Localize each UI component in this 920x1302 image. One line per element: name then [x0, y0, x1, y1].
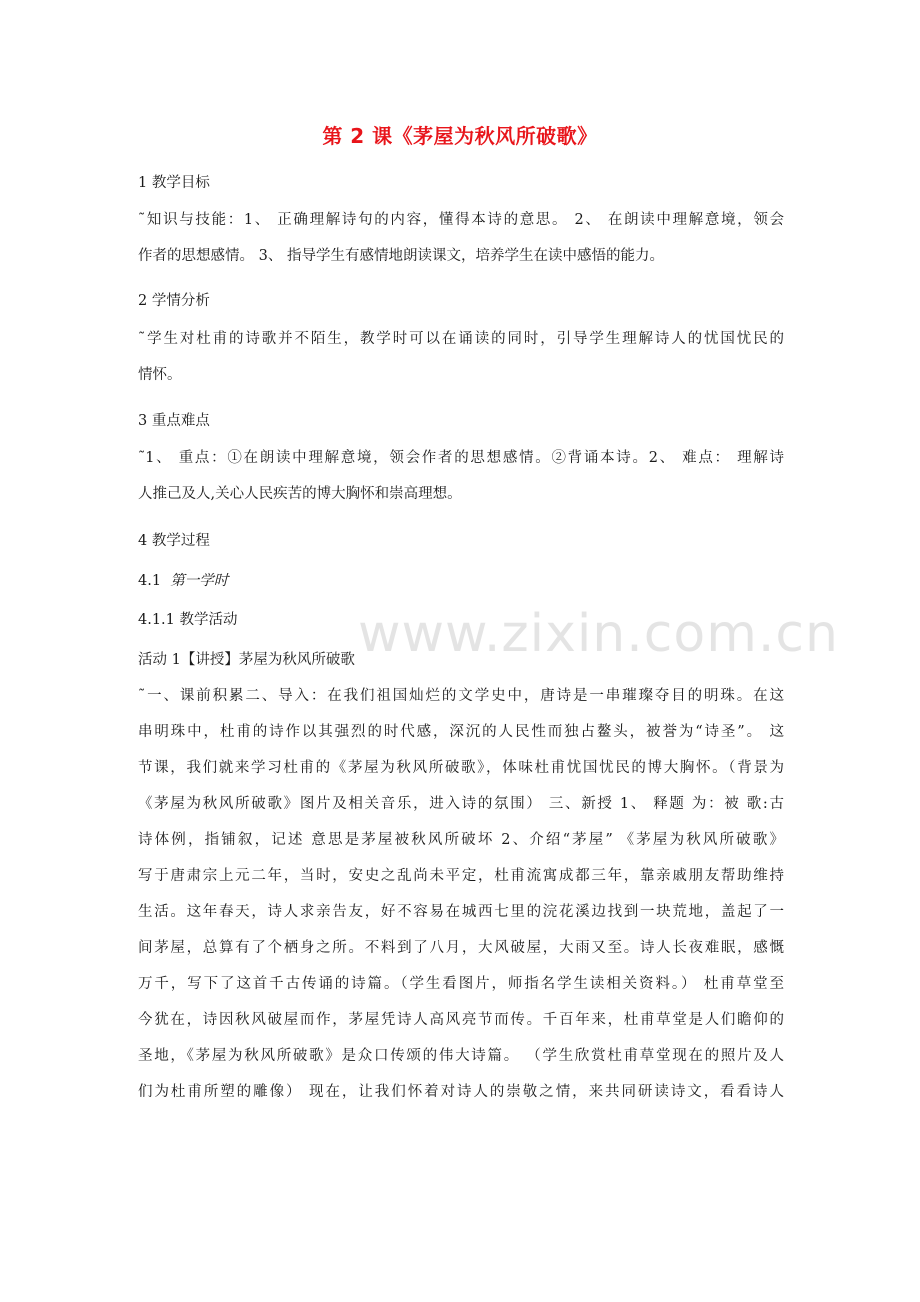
section-body-key-points [138, 440, 784, 512]
text-line: ˜1、 重点：①在朗读中理解意境，领会作者的思想感情。②背诵本诗。2、 难点： 理解诗 [138, 450, 784, 466]
text-line: 万千，写下了这首千古传诵的诗篇。（学生看图片，师指名学生读相关资料。） 杜甫草堂至 [138, 976, 784, 992]
text-line: 生活。这年春天，诗人求亲告友，好不容易在城西七里的浣花溪边找到一块荒地，盖起了一 [138, 904, 784, 920]
section-body-analysis [138, 321, 784, 393]
subsection-number: 4.1 [138, 573, 162, 589]
text-line: 写于唐肃宗上元二年，当时，安史之乱尚未平定，杜甫流寓成都三年，靠亲戚朋友帮助维持 [138, 868, 784, 884]
text-line: 人推己及人,关心人民疾苦的博大胸怀和崇高理想。 [138, 486, 462, 502]
text-line: 今犹在，诗因秋风破屋而作，茅屋凭诗人高风亮节而传。千百年来，杜甫草堂是人们瞻仰的 [138, 1012, 784, 1028]
text-line: 作者的思想感情。 3、 指导学生有感情地朗读课文，培养学生在读中感悟的能力。 [138, 248, 664, 264]
subsection-teaching-activity: 4.1.1 教学活动 [138, 612, 238, 628]
text-line: 《茅屋为秋风所破歌》图片及相关音乐，进入诗的氛围） 三、新授 1、 释题 为：被 歌:古 [138, 796, 784, 812]
text-line: 串明珠中，杜甫的诗作以其强烈的时代感，深沉的人民性而独占鳌头，被誉为“诗圣”。 这 [138, 724, 784, 740]
page-title: 第 2 课《茅屋为秋风所破歌》 [322, 124, 598, 148]
watermark: www.zixin.com.cn [358, 604, 839, 664]
text-line: 间茅屋，总算有了个栖身之所。不料到了八月，大风破屋，大雨又至。诗人长夜难眠，感慨 [138, 940, 784, 956]
section-heading-analysis: 2 学情分析 [138, 293, 210, 309]
text-line: 情怀。 [138, 367, 182, 383]
text-line: ˜一、课前积累二、导入：在我们祖国灿烂的文学史中，唐诗是一串璀璨夺目的明珠。在这 [138, 688, 784, 704]
section-heading-objectives: 1 教学目标 [138, 175, 210, 191]
section-body-process [138, 678, 784, 1110]
section-heading-process: 4 教学过程 [138, 533, 210, 549]
subsection-title: 第一学时 [170, 573, 229, 589]
text-line: 节课，我们就来学习杜甫的《茅屋为秋风所破歌》，体味杜甫忧国忧民的博大胸怀。（背景为 [138, 760, 784, 776]
text-line: ˜学生对杜甫的诗歌并不陌生，教学时可以在诵读的同时，引导学生理解诗人的忧国忧民的 [138, 331, 784, 347]
section-heading-key-points: 3 重点难点 [138, 413, 210, 429]
text-line: ˜知识与技能：1、 正确理解诗句的内容，懂得本诗的意思。 2、 在朗读中理解意境，领会 [138, 212, 784, 228]
text-line: 们为杜甫所塑的雕像） 现在，让我们怀着对诗人的崇敬之情，来共同研读诗文，看看诗人 [138, 1084, 784, 1100]
activity-title: 活动 1【讲授】茅屋为秋风所破歌 [138, 652, 355, 668]
text-line: 圣地，《茅屋为秋风所破歌》是众口传颂的伟大诗篇。 （学生欣赏杜甫草堂现在的照片及人 [138, 1048, 784, 1064]
text-line: 诗体例，指铺叙，记述 意思是茅屋被秋风所破坏 2、介绍“茅屋” 《茅屋为秋风所破歌》 [138, 832, 784, 848]
section-body-objectives [138, 202, 784, 274]
subsection-first-period [138, 570, 228, 592]
